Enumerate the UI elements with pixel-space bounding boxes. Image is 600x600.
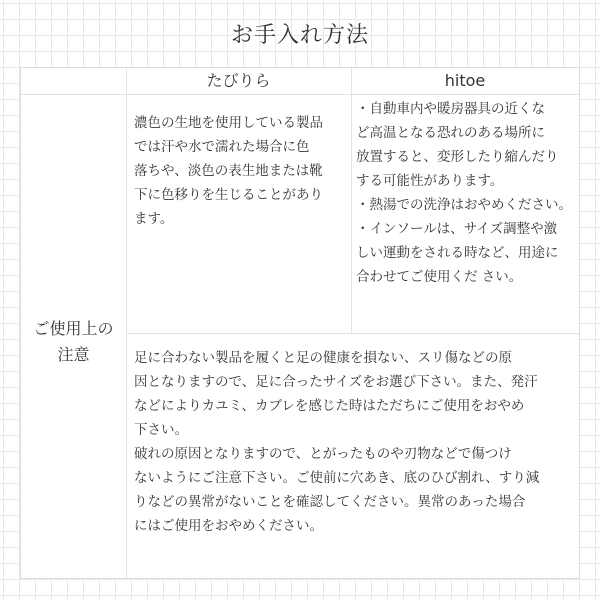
header-divider xyxy=(21,94,579,95)
tabirira-caution-text xyxy=(134,111,323,231)
text-line: 破れの原因となりますので、とがったものや刃物などで傷つけ xyxy=(134,446,512,462)
common-caution-text xyxy=(134,346,539,538)
column-divider-middle xyxy=(351,68,352,333)
text-line: ど高温となる恐れのある場所に xyxy=(356,125,545,141)
page-title: お手入れ方法 xyxy=(230,23,369,48)
column-divider-left xyxy=(126,68,127,578)
header-hitoe: hitoe xyxy=(444,71,486,90)
text-line: しい運動をされる時など、用途に xyxy=(356,245,559,261)
text-line: 下に色移りを生じることがあり xyxy=(134,187,323,203)
text-line: 放置すると、変形したり縮んだり xyxy=(356,149,559,165)
text-line: する可能性があります。 xyxy=(356,173,504,189)
text-line: 足に合わない製品を履くと足の健康を損ない、スリ傷などの原 xyxy=(134,350,512,366)
text-line: 落ちや、淡色の表生地または靴 xyxy=(134,163,323,179)
text-line: 下さい。 xyxy=(134,422,188,438)
text-line: 合わせてご使用くだ さい。 xyxy=(356,269,523,285)
text-line: ないようにご注意下さい。ご使前に穴あき、底のひび割れ、すり減 xyxy=(134,470,540,486)
text-line: ・インソールは、サイズ調整や激 xyxy=(356,221,558,237)
text-line: りなどの異常がないことを確認してください。異常のあった場合 xyxy=(134,494,526,510)
hitoe-caution-text xyxy=(356,97,572,289)
text-line: にはご使用をおやめください。 xyxy=(134,518,323,534)
header-tabirira: たびりら xyxy=(206,71,271,90)
row-divider xyxy=(126,333,579,334)
usage-caution-label xyxy=(21,316,126,368)
text-line: では汗や水で濡れた場合に色 xyxy=(134,139,310,155)
text-line: などによりカユミ、カブレを感じた時はただちにご使用をおやめ xyxy=(134,398,525,414)
usage-caution-label-line2: 注意 xyxy=(57,345,90,364)
care-table xyxy=(20,67,580,579)
usage-caution-label-line1: ご使用上の xyxy=(33,319,114,338)
text-line: ・自動車内や暖房器具の近くな xyxy=(356,101,545,117)
text-line: ・熱湯での洗浄はおやめください。 xyxy=(356,197,572,213)
text-line: 因となりますので、足に合ったサイズをお選び下さい。また、発汗 xyxy=(134,374,538,390)
text-line: ます。 xyxy=(134,211,174,227)
text-line: 濃色の生地を使用している製品 xyxy=(134,115,323,131)
